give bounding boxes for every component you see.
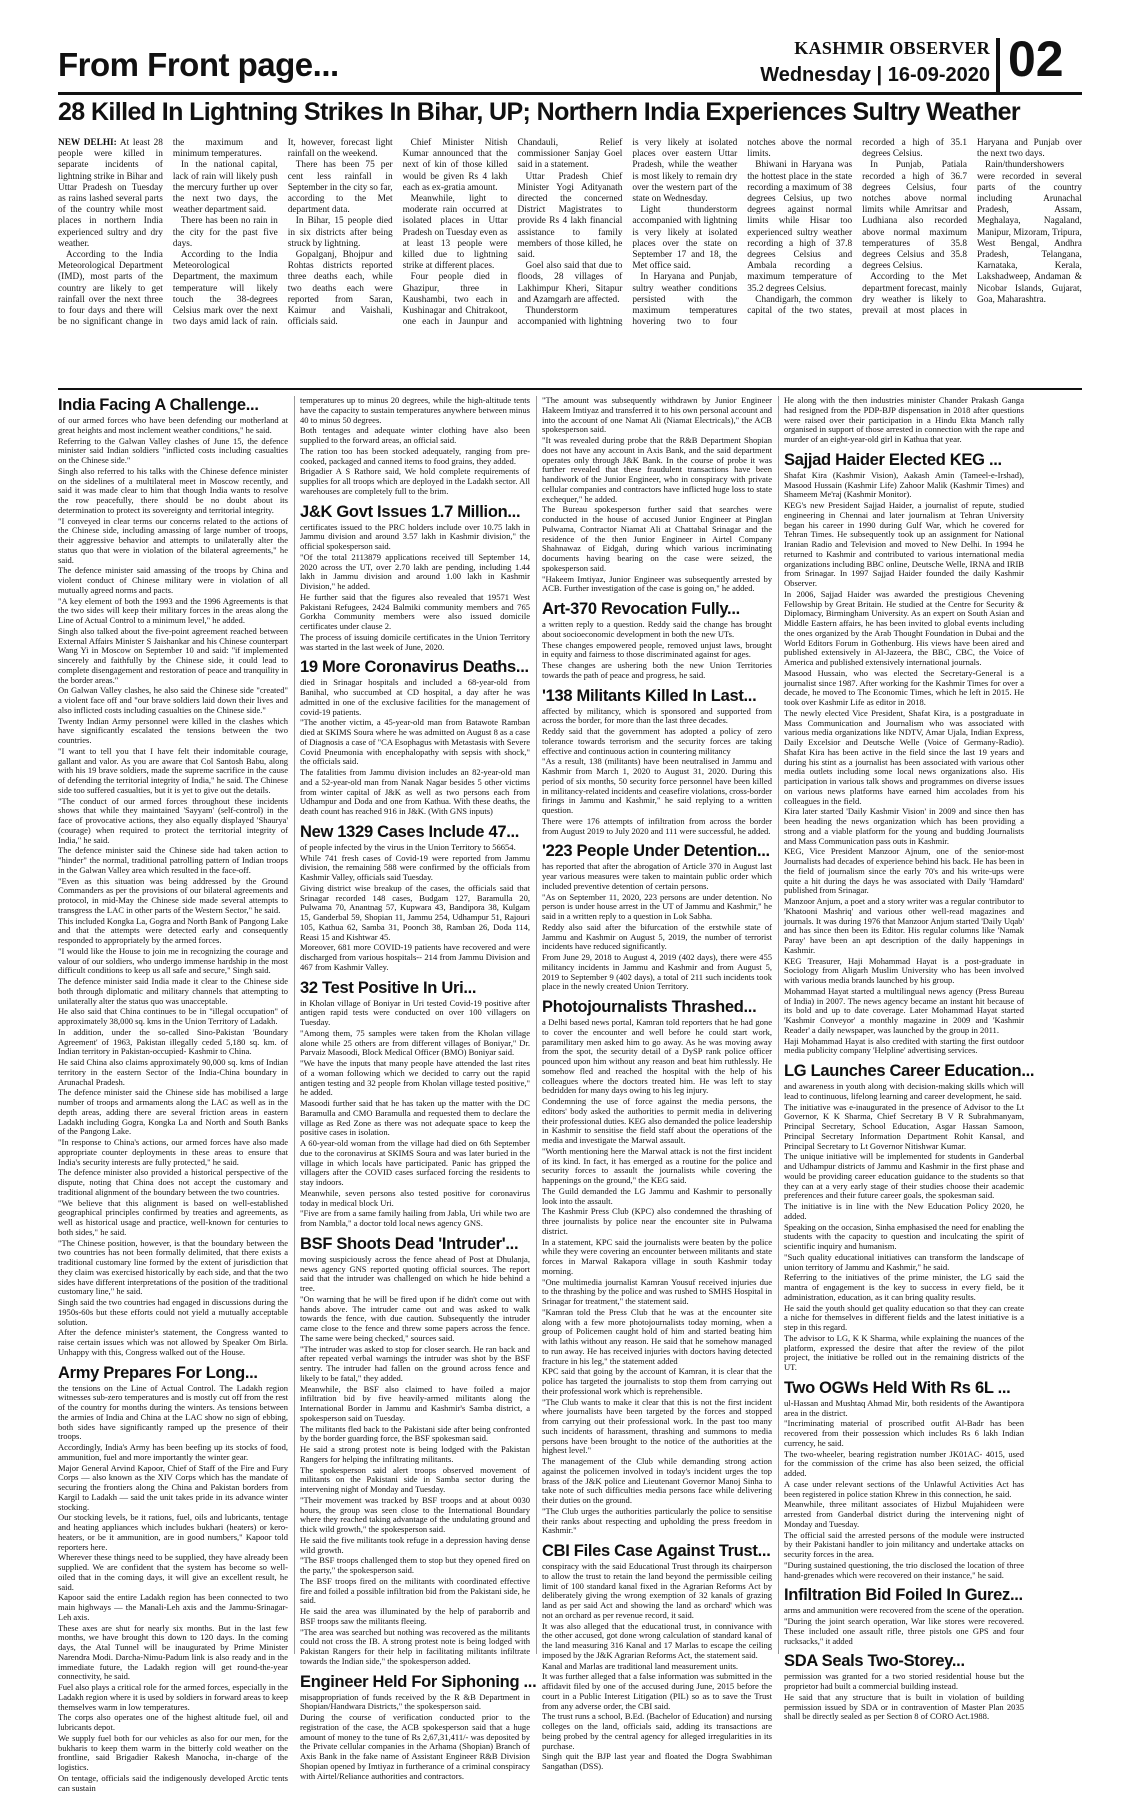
story-paragraph: "A key element of both the 1993 and the 1996 Agreements is that the two sides will keep their military forces in the areas along the Line of Actual Control to a minimum level," he added. <box>58 597 288 626</box>
story-paragraph: "Five are from a same family hailing from Jabla, Uri while two are from Nambla," a doctor told local news agency GNS. <box>300 1209 530 1229</box>
story-paragraph: Speaking on the occasion, Sinha emphasised the need for enabling the students with the capacity to question and inculcating the spirit of scientific inquiry and humanism. <box>784 1223 1024 1252</box>
story-paragraph: There were 176 attempts of infiltration from across the border from August 2019 to July 2020 and 111 were successful, he added. <box>542 817 772 837</box>
story-paragraph: In addition, under the so-called Sino-Pakistan 'Boundary Agreement' of 1963, Pakistan illegally ceded 5,180 sq. km. of Indian territory in Pakistan-occupied- Kashmir to China. <box>58 1028 288 1057</box>
story-paragraph: The advisor to LG, K K Sharma, while explaining the nuances of the platform, expressed the desire that after the review of the pilot project, the initiative be rolled out in the remaining districts of the UT. <box>784 1334 1024 1373</box>
lead-story-paragraph: There has been no rain in the city for the past five days. <box>173 216 278 250</box>
story-paragraph: Kapoor said the entire Ladakh region has been connected to two main highways — the Manali-Leh axis and the Jammu-Srinagar-Leh axis. <box>58 1593 288 1622</box>
story-paragraph: KEG's new President Sajjad Haider, a journalist of repute, studied engineering in Chennai and later journalism at Tehran University began his career in 1990 during Gulf War, which he covered for Tehran Times. He subsequently took up an assignment for National Iranian Radio and Television and moved to New Delhi. In 1994 he returned to Kashmir and contributed to various international media organizations including BBC online, Deutsche Welle, IRNA and IRIB from Srinagar. In 1997 Sajjad Haider founded the daily Kashmir Observer. <box>784 501 1024 589</box>
lead-story-paragraph: Rain/thundershowers were recorded in several parts of the country including Arunachal Pradesh, Assam, Meghalaya, Nagaland, Manipur, Mizoram, Tripura, West Bengal, Andhra Pradesh, Telangana, Karnataka, Kerala, Lakshadweep, Andaman & Nicobar Islands, Gujarat, Goa, Maharashtra. <box>977 160 1082 306</box>
continuation-column-2 <box>300 396 530 1654</box>
story-paragraph: permission was granted for a two storied residential house but the proprietor had built a commercial building instead. <box>784 1672 1024 1692</box>
story-headline: 19 More Coronavirus Deaths... <box>300 658 530 676</box>
story-paragraph: The corps also operates one of the highest altitude fuel, oil and lubricants depot. <box>58 1713 288 1733</box>
story <box>58 396 288 1358</box>
lead-story-paragraph: In Haryana and Punjab, sultry weather conditions persisted with the maximum temperatures hovering two to four notches above the normal limits. <box>632 138 852 328</box>
lead-headline: 28 Killed In Lightning Strikes In Bihar, UP; Northern India Experiences Sultry Weather <box>58 98 1088 127</box>
lead-story-paragraph: In Bihar, 15 people died in six districts after being struck by lightning. <box>288 216 393 250</box>
story-paragraph: Kanal and Marlas are traditional land measurement units. <box>542 1662 772 1672</box>
story-paragraph: Kira later started 'Daily Kashmir Vision' in 2009 and since then has been heading the news organization which has been providing a strong and a viable platform for the young and budding Journalists and Mass Communication pass outs in Kashmir. <box>784 807 1024 846</box>
story-paragraph: temperatures up to minus 20 degrees, while the high-altitude tents have the capacity to sustain temperatures anywhere between minus 40 to minus 50 degrees. <box>300 396 530 425</box>
story-paragraph: The newly elected Vice President, Shafat Kira, is a postgraduate in Mass Communication and Journalism who was associated with various media organizations like NDTV, Amar Ujala, Indian Express, Daily Excelsior and Deutsche Welle (Voice of Germany-Radio). Shafat Kira has been active in the field since the last 19 years and during his stint as a journalist has been associated with various other media outlets including some local news organizations also. His participation in various talk shows and programmes on diverse issues on various news platforms have earned him accolades from his colleagues in the field. <box>784 709 1024 807</box>
column-divider <box>778 396 779 1654</box>
story-paragraph: "Even as this situation was being addressed by the Ground Commanders as per the provisions of our bilateral agreements and protocol, in mid-May the Chinese side made several attempts to transgress the LAC in other parts of the Western Sector," he said. <box>58 877 288 916</box>
column-divider <box>536 396 537 1654</box>
story-paragraph: KEG, Vice President Manzoor Ajnum, one of the senior-most Journalists had decades of experience behind his back. He has been in the field of journalism since the early 70's and his write-ups were quite a hit during the days he was associated with Daily 'Hamdard' published from Srinagar. <box>784 847 1024 896</box>
story-paragraph: KEG Treasurer, Haji Mohammad Hayat is a post-graduate in Sociology from Aligarh Muslim University who has been involved with various media brands launched by his group. <box>784 957 1024 986</box>
story-paragraph: "The intruder was asked to stop for closer search. He ran back and after repeated verbal warnings the intruder was shot by the BSF sentry. The intruder had fallen on the ground across fence and likely to be fatal," they added. <box>300 1345 530 1384</box>
story <box>300 503 530 653</box>
lead-story-paragraph: Uttar Pradesh Chief Minister Yogi Adityanath directed the concerned District Magistrates to provide Rs 4 lakh financial assistance to family members of those killed, he said. <box>518 172 623 262</box>
story <box>784 1062 1024 1373</box>
story-headline: Two OGWs Held With Rs 6L ... <box>784 1379 1024 1397</box>
story-paragraph: died in Srinagar hospitals and included a 68-year-old from Banihal, who succumbed at CD hospital, a day after he was admitted in one of the exclusive facilities for the management of covid-19 patients. <box>300 678 530 717</box>
story-headline: CBI Files Case Against Trust... <box>542 1542 772 1560</box>
story-paragraph: "The Chinese position, however, is that the boundary between the two countries has not been formally delimited, that there exists a traditional customary line formed by the extent of jurisdiction that they claim was exercised historically by each side, and that the two sides have different interpretations of the position of the traditional customary line," he said. <box>58 1239 288 1298</box>
lead-story-paragraph: In the national capital, lack of rain will likely push the mercury further up over the next two days, the weather department said. <box>173 160 278 216</box>
story-paragraph: of our armed forces who have been defending our motherland at great heights and most inclement weather conditions," he said. <box>58 416 288 436</box>
story-paragraph: Referring to the initiatives of the prime minister, the LG said the mantra of engagement is the key to success in every field, be it administration, education, as it can bring quality results. <box>784 1273 1024 1302</box>
story-paragraph: Manzoor Anjum, a poet and a story writer was a regular contributor to 'Khatooni Mashriq' and various other well-read magazines and journals. It was during 1976 that Manzoor Anjum started 'Daily Uqab' and has since then been its Editor. His regular columns like 'Namak Paray' have been an apt description of the daily happenings in Kashmir. <box>784 897 1024 956</box>
story-paragraph: A 60-year-old woman from the village had died on 6th September due to the coronavirus at SKIMS Soura and was later buried in the village in which locals have participated. Panic has gripped the villagers after the COVID cases surfaced forcing the residents to stay indoors. <box>300 1139 530 1188</box>
story-paragraph: "Such quality educational initiatives can transform the landscape of union territory of Jammu and Kashmir," he said. <box>784 1253 1024 1273</box>
story-paragraph: "One multimedia journalist Kamran Yousuf received injuries due to the thrashing by the police and was rushed to SMHS Hospital in Srinagar for treatment," the statement said. <box>542 1278 772 1307</box>
story-headline: Infiltration Bid Foiled In Gurez... <box>784 1586 1024 1604</box>
lead-story-paragraph: According to the Met department forecast, mainly dry weather is likely to prevail at most places in Haryana and Punjab over the next two days. <box>862 138 1082 328</box>
story-paragraph: Reddy also said after the bifurcation of the erstwhile state of Jammu and Kashmir on August 5, 2019, the number of terrorist incidents have reduced significantly. <box>542 923 772 952</box>
story-headline: BSF Shoots Dead 'Intruder'... <box>300 1235 530 1253</box>
story-paragraph: "In response to China's actions, our armed forces have also made appropriate counter deployments in these areas to ensure that India's security interests are fully protected," he said. <box>58 1138 288 1167</box>
story-paragraph: "During the joint search operation, War like stores were recovered. These included one assault rifle, three pistols one GPS and four rucksacks," it added <box>784 1617 1024 1646</box>
story-paragraph: "Among them, 75 samples were taken from the Kholan village alone while 25 others are from different villages of Boniyar," Dr. Parvaiz Masoodi, Block Medical Officer (BMO) Boniyar said. <box>300 1029 530 1058</box>
story-headline: SDA Seals Two-Storey... <box>784 1652 1024 1670</box>
newspaper-brand: KASHMIR OBSERVER <box>794 38 990 59</box>
story-paragraph: ul-Hassan and Mushtaq Ahmad Mir, both residents of the Awantipora area in the district. <box>784 1399 1024 1419</box>
story-paragraph: During the course of verification conducted prior to the registration of the case, the ACB spokesperson said that a huge amount of money to the tune of Rs 2,67,31,411/- was deposited by the Private cellular companies in the Arhama (Shopian) Branch of Axis Bank in the fake name of Assistant Engineer R&B Division Shopian opened by Imtiyaz in furtherance of a criminal conspiracy with Airtel/Reliance authorities and contractors. <box>300 1713 530 1781</box>
lead-story-paragraph: Light thunderstorm accompanied with lightning is very likely at isolated places over the state on September 17 and 18, the Met office said. <box>632 205 737 272</box>
story <box>784 1379 1024 1581</box>
story-paragraph: On Galwan Valley clashes, he also said the Chinese side "created" a violent face off and "our brave soldiers laid down their lives and also inflicted costs including casualties on the Chinese side." <box>58 686 288 715</box>
story-paragraph: conspiracy with the said Educational Trust through its chairperson to allow the trust to retain the land beyond the permissible ceiling limit of 100 standard kanal fixed in the Agrarian Reforms Act by deliberately giving the wrong exemption of 32 kanals of grazing land as per said Act and showing the land as orchard' which was not an orchard as per revenue record, it said. <box>542 1562 772 1621</box>
story-paragraph: "As on September 11, 2020, 223 persons are under detention. No person is under house arrest in the UT of Jammu and Kashmir," he said in a written reply to a question in Lok Sabha. <box>542 893 772 922</box>
story-paragraph: "The area was searched but nothing was recovered as the militants could not cross the IB. A strong protest note is being lodged with Pakistan Rangers for their help in facilitating militants infiltrate towards the Indian side," the spokesperson added. <box>300 1628 530 1667</box>
story-paragraph: in Kholan village of Boniyar in Uri tested Covid-19 positive after antigen rapid tests were conducted on over 100 villagers on Tuesday. <box>300 999 530 1028</box>
story <box>784 396 1024 445</box>
story <box>542 396 772 594</box>
column-divider <box>294 396 295 1654</box>
story-paragraph: These axes are shut for nearly six months. But in the last few months, we have brought this down to 120 days. In the coming days, the Atal Tunnel will be inaugurated by Prime Minister Narendra Modi. Darcha-Nimu-Padum link is also ready and in the immediate future, the Ladakh region will get round-the-year connectivity, he said. <box>58 1624 288 1683</box>
story-paragraph: It was further alleged that a false information was submitted in the affidavit filed by one of the accused during June, 2015 before the court in a Public Interest Litigation (PIL) so as to save the Trust from any adverse order, the CBI said. <box>542 1672 772 1711</box>
story-paragraph: He also said that China continues to be in "illegal occupation" of approximately 38,000 sq. kms in the Union Territory of Ladakh. <box>58 1007 288 1027</box>
story-paragraph: "The BSF troops challenged them to stop but they opened fired on the party," the spokesperson said. <box>300 1556 530 1576</box>
story-paragraph: The trust runs a school, B.Ed. (Bachelor of Education) and nursing colleges on the land, officials said, adding its transactions are being probed by the central agency for alleged irregularities in its purchase. <box>542 1712 772 1751</box>
story-paragraph: Giving district wise breakup of the cases, the officials said that Srinagar recorded 148 cases, Budgam 127, Baramulla 20, Pulwama 70, Anantnag 57, Kupwara 43, Bandipora 38, Kulgam 15, Ganderbal 59, Shopian 11, Jammu 254, Udhampur 51, Rajouri 105, Kathua 62, Samba 31, Poonch 38, Ramban 26, Doda 114, Reasi 15 and Kishtwar 45. <box>300 884 530 943</box>
story <box>300 1673 530 1782</box>
story-paragraph: has reported that after the abrogation of Article 370 in August last year various measures were taken to maintain public order which included preventive detention of certain persons. <box>542 862 772 891</box>
story-paragraph: moving suspiciously across the fence ahead of Post at Dhulanja, news agency GNS reported quoting official sources. The report said that the intruder was challenged on which he hide behind a tree. <box>300 1255 530 1294</box>
masthead-divider <box>996 38 1000 92</box>
story-paragraph: affected by militancy, which is sponsored and supported from across the border, for more than the last three decades. <box>542 707 772 727</box>
story-paragraph: "Kamran told the Press Club that he was at the encounter site along with a few more photojournalists today morning, when a group of Policemen caught hold of him and started beating him with lathis without any reason. He said that he somehow managed to run away. He has received injuries with doctors having detected fracture in his leg," the statement added <box>542 1308 772 1367</box>
story-paragraph: Singh also talked about the five-point agreement reached between External Affairs Minister S Jaishankar and his Chinese counterpart Wang Yi in Moscow on September 10 and said: "if implemented sincerely and faithfully by the Chinese side, it could lead to complete disengagement and restoration of peace and tranquility in the border areas." <box>58 627 288 686</box>
story-paragraph: The official said the arrested persons of the module were instructed by their Pakistani handler to join militancy and undertake attacks on security forces in the area. <box>784 1531 1024 1560</box>
masthead-rule <box>58 92 1082 95</box>
lead-story-paragraph: According to the India Meteorological Department, the maximum temperature will likely touch the 38-degrees Celsius mark over the next two days amid lack of rain. It, however, forecast light rainfall on the weekend. <box>173 138 393 328</box>
story-paragraph: Meanwhile, three militant associates of Hizbul Mujahideen were arrested from Ganderbal district during the intervening night of Monday and Tuesday. <box>784 1500 1024 1529</box>
story-paragraph: "On warning that he will be fired upon if he didn't come out with hands above. The intruder came out and was asked to walk towards the fence, with due caution. Subsequently the intruder came close to the fence and threw some papers across the fence. The same were being checked," sources said. <box>300 1295 530 1344</box>
story-paragraph: He further said that the figures also revealed that 19571 West Pakistani Refugees, 2424 Balmiki community members and 765 Gorkha Community members were also issued domicile certificates under clause 2. <box>300 593 530 632</box>
story-headline: New 1329 Cases Include 47... <box>300 823 530 841</box>
story-paragraph: The initiative was e-inaugurated in the presence of Advisor to the Lt Governor, K K Sharma, Chief Secretary B V R Subrahmanyam, Principal Secretary, School Education, Asgar Hassan Samoon, Principal Secretary Information Department Rohit Kansal, and Principal Secretary to Lt Governor Nitishwar Kumar. <box>784 1103 1024 1152</box>
story-paragraph: The ration too has been stocked adequately, ranging from pre-cooked, packaged and canned items to food grains, they added. <box>300 447 530 467</box>
story <box>784 1586 1024 1646</box>
lead-story-paragraph: Meanwhile, light to moderate rain occurred at isolated places in Uttar Pradesh on Tuesday even as at least 13 people were killed due to lightning strike at different places. <box>403 194 508 272</box>
story-paragraph: "The another victim, a 45-year-old man from Batawote Ramban died at SKIMS Soura where he was admitted on August 8 as a case of Diagnosis a case of "CA Esophagus with Metastasis with Severe Covid Pneumonia with encephalopathy with sepsis with shock," the officials said. <box>300 718 530 767</box>
lead-story-paragraph: There has been 75 per cent less rainfall in September in the city so far, according to the Met department data. <box>288 160 393 216</box>
story-paragraph: Our stocking levels, be it rations, fuel, oils and lubricants, tentage and heating appliances which includes bukhari (heaters) or kero-heaters, or be it ammunition, are in good numbers," Kapoor told reporters here. <box>58 1513 288 1552</box>
story-paragraph: The militants fled back to the Pakistani side after being confronted by the border guarding force, the BSF spokesman said. <box>300 1425 530 1445</box>
lead-story-paragraph: Chief Minister Nitish Kumar announced that the next of kin of those killed would be given Rs 4 lakh each as ex-gratia amount. <box>403 138 508 194</box>
continuation-column-3 <box>542 396 772 1654</box>
story-paragraph: He said the youth should get quality education so that they can create a niche for themselves in different fields and the latest initiative is a step in this regard. <box>784 1304 1024 1333</box>
story-paragraph: The defence minister also provided a historical perspective of the dispute, noting that China does not accept the customary and traditional alignment of the boundary between the two countries. <box>58 1168 288 1197</box>
story-paragraph: The Bureau spokesperson further said that searches were conducted in the house of accused Junior Engineer at Pinglan Pulwama, Contractor Niamat Ali at Chattabal Srinagar and the residence of the then Junior Engineer in Airtel Company Shahnawaz of Eidgah, during which various incriminating documents having bearing on the case were seized, the spokesperson said. <box>542 505 772 573</box>
story-paragraph: Singh said the two countries had engaged in discussions during the 1950s-60s but these efforts could not yield a mutually acceptable solution. <box>58 1298 288 1327</box>
story-paragraph: "It was revealed during probe that the R&B Department Shopian does not have any account in Axis Bank, and the said department operates only through J&K Bank. In the course of probe it was further revealed that these fraudulent transactions have been handiwork of the Junior Engineer, who in conspiracy with private cellular companies and contractors have inflicted huge loss to state exchequer," he added. <box>542 436 772 504</box>
story-paragraph: "The conduct of our armed forces throughout these incidents shows that while they maintained 'Sayyam' (self-control) in the face of provocative actions, they also equally displayed 'Shaurya' (courage) when required to protect the territorial integrity of India," he said. <box>58 797 288 846</box>
story-headline: Engineer Held For Siphoning ... <box>300 1673 530 1691</box>
story-headline: India Facing A Challenge... <box>58 396 288 414</box>
story-paragraph: He said that any structure that is built in violation of building permission issued by SDA or in contravention of Master Plan 2035 shall be directly sealed as per Section 8 of CORO Act.1988. <box>784 1693 1024 1722</box>
story-paragraph: The Kashmir Press Club (KPC) also condemned the thrashing of three journalists by police near the encounter site in Pulwama district. <box>542 1207 772 1236</box>
story-paragraph: He said the area was illuminated by the help of paraborrib and BSF troops saw the militants fleeing. <box>300 1607 530 1627</box>
story <box>542 842 772 992</box>
lead-story-paragraph <box>58 138 163 250</box>
lead-story-paragraph: Thunderstorm accompanied with lightning is very likely at isolated places over eastern Uttar Pradesh, while the weather is most likely to remain dry over the western part of the state on Wednesday. <box>518 138 738 328</box>
page-number: 02 <box>1008 30 1064 88</box>
story-paragraph: Masoodi further said that he has taken up the matter with the DC Baramulla and CMO Baramulla and requested them to declare the village as Red Zone as there was not adequate space to keep the positive cases in isolation. <box>300 1099 530 1138</box>
story <box>300 823 530 973</box>
story-paragraph: Referring to the Galwan Valley clashes of June 15, the defence minister said Indian soldiers "inflicted costs including casualties on the Chinese side." <box>58 437 288 466</box>
story-paragraph: Meanwhile, seven persons also tested positive for coronavirus today in medical block Uri. <box>300 1189 530 1209</box>
lead-story-paragraph: Goel also said that due to floods, 28 villages of Lakhimpur Kheri, Sitapur and Azamgarh are affected. <box>518 261 623 306</box>
story-paragraph: The initiative is in line with the New Education Policy 2020, he added. <box>784 1202 1024 1222</box>
story-headline: J&K Govt Issues 1.7 Million... <box>300 503 530 521</box>
story <box>542 998 772 1536</box>
story <box>542 1542 772 1772</box>
story-paragraph: The spokesperson said alert troops observed movement of militants on the Pakistani side in Samba sector during the intervening night of Monday and Tuesday. <box>300 1466 530 1495</box>
story-paragraph: Singh quit the BJP last year and floated the Dogra Swabhiman Sangathan (DSS). <box>542 1752 772 1772</box>
story-paragraph: KPC said that going by the account of Kamran, it is clear that the police has targeted the journalists to stop them from carrying out their professional work which is reprehensible. <box>542 1367 772 1396</box>
story-paragraph: Both tentages and adequate winter clothing have also been supplied to the forward areas, an official said. <box>300 426 530 446</box>
story-paragraph: The fatalities from Jammu division includes an 82-year-old man and a 52-year-old man from Nanak Nagar besides 5 other victims from winter capital of J&K as well as two persons each from Udhampur and Doda and one from Kathua. With these deaths, the death count has reached 916 in J&K. (With GNS inputs) <box>300 768 530 817</box>
story <box>58 1364 288 1793</box>
story-paragraph: Twenty Indian Army personnel were killed in the clashes which have significantly escalated the tensions between the two countries. <box>58 717 288 746</box>
dateline: NEW DELHI: <box>58 138 117 148</box>
story-headline: '223 People Under Detention... <box>542 842 772 860</box>
story-paragraph: Fuel also plays a critical role for the armed forces, especially in the Ladakh region where it is used by soldiers in forward areas to keep themselves warm in low temperatures. <box>58 1683 288 1712</box>
story <box>300 396 530 497</box>
story-paragraph: The two-wheeler, bearing registration number JK01AC- 4015, used for the commission of the crime has also been seized, the official added. <box>784 1450 1024 1479</box>
story-paragraph: Singh also referred to his talks with the Chinese defence minister on the sidelines of a multilateral meet in Moscow recently, and said it was made clear to him that though India wants to resolve the row peacefully, there should be no doubt about its determination to protect its sovereignty and territorial integrity. <box>58 467 288 516</box>
story-paragraph: "The Club wants to make it clear that this is not the first incident where journalists have been targeted by the forces and stopped from carrying out their professional work. In the past too many such incidents of harassment, thrashing and summons to media persons have been brought to the notice of the authorities at the highest level." <box>542 1398 772 1457</box>
story-headline: Photojournalists Thrashed... <box>542 998 772 1016</box>
lead-story-paragraph: Bhiwani in Haryana was the hottest place in the state recording a maximum of 38 degrees Celsius, up two degrees against normal limits while Hisar too experienced sultry weather recording a high of 37.8 degrees Celsius and Ambala recording a maximum temperature of 35.2 degrees Celsius. <box>747 160 852 294</box>
story-paragraph: "I would like the House to join me in recognizing the courage and valour of our soldiers, who undergo immense hardship in the most difficult conditions to keep us all safe and secure," Singh said. <box>58 947 288 976</box>
story-paragraph: On tentage, officials said the indigenously developed Arctic tents can sustain <box>58 1774 288 1793</box>
story-paragraph: of people infected by the virus in the Union Territory to 56654. <box>300 843 530 853</box>
section-rule <box>58 388 1082 390</box>
story-paragraph: Masood Hussain, who was elected the Secretary-General is a journalist since 1987. After working for the Kashmir Times for over a decade, he moved to The Economic Times, which he left in 2015. He took over Kashmir Life as editor in 2018. <box>784 669 1024 708</box>
story-paragraph: Major General Arvind Kapoor, Chief of Staff of the Fire and Fury Corps — also known as the XIV Corps which has the mandate of securing the frontiers along the China and Pakistan borders from Kargil to Ladakh — said the unit takes pride in its advance winter stocking. <box>58 1464 288 1513</box>
story-paragraph: "The Club urges the authorities particularly the police to sensitise their ranks about respecting and upholding the press freedom in Kashmir." <box>542 1507 772 1536</box>
story-headline: Art-370 Revocation Fully... <box>542 600 772 618</box>
story-paragraph: The Guild demanded the LG Jammu and Kashmir to personally look into the assault. <box>542 1187 772 1207</box>
story-paragraph: Accordingly, India's Army has been beefing up its stocks of food, ammunition, fuel and more importantly the winter gear. <box>58 1443 288 1463</box>
story-paragraph: In a statement, KPC said the journalists were beaten by the police while they were covering an encounter between militants and state forces in Marwal Rakapora village in south Kashmir today morning. <box>542 1238 772 1277</box>
story-paragraph: The defence minister said amassing of the troops by China and violent conduct of Chinese military were in violation of all mutually agreed norms and pacts. <box>58 566 288 595</box>
story-paragraph: These changes are ushering both the new Union Territories towards the path of peace and progress, he said. <box>542 661 772 681</box>
story-paragraph: He said a strong protest note is being lodged with the Pakistan Rangers for helping the infiltrating militants. <box>300 1445 530 1465</box>
story-paragraph: The process of issuing domicile certificates in the Union Territory was started in the last week of June, 2020. <box>300 633 530 653</box>
story-paragraph: "We believe that this alignment is based on well-established geographical principles confirmed by treaties and agreements, as well as historical usage and practice, well-known for centuries to both sides," he said. <box>58 1199 288 1238</box>
story-paragraph: "As a result, 138 (militants) have been neutralised in Jammu and Kashmir from March 1, 2020 to August 31, 2020. During this period of six months, 50 security force personnel have been killed in militancy-related incidents and ceasefire violations, cross-border firings in Jammu and Kashmir," he said replying to a written question. <box>542 757 772 816</box>
story-paragraph: "I want to tell you that I have felt their indomitable courage, gallant and valor. As you are aware that Col Santosh Babu, along with his 19 brave soldiers, made the supreme sacrifice in the cause of defending the territorial integrity of India," he said. The Chinese side too suffered casualties, but it is yet to give out the details. <box>58 747 288 796</box>
story-paragraph: Moreover, 681 more COVID-19 patients have recovered and were discharged from various hospitals-- 214 from Jammu Division and 467 from Kashmir Valley. <box>300 943 530 972</box>
story <box>784 451 1024 1056</box>
story-paragraph: In 2006, Sajjad Haider was awarded the prestigious Chevening Fellowship by Great Britain. He studied at the Centre for Security & Diplomacy, Birmingham University. As an expert on South Asian and Middle Eastern affairs, he has been invited to global events including the ones organized by the Arab Thought Foundation in Dubai and the World Editors Forum in Gothenburg. His views have been aired and published extensively in Al-Jazeera, the BBC, CBC, the Voice of America and published extensively international journals. <box>784 590 1024 668</box>
story-paragraph: A case under relevant sections of the Unlawful Activities Act has been registered in police station Khrew in this connection, he said. <box>784 1480 1024 1500</box>
story-paragraph: "Worth mentioning here the Marwal attack is not the first incident of its kind. In fact, it has emerged as a routine for the police and security forces to assault the journalists while covering the happenings on the ground," the KEG said. <box>542 1147 772 1186</box>
story-paragraph: Wherever these things need to be supplied, they have already been supplied. We are confident that the system has become so well-oiled that in the coming days, it will give an excellent result, he said. <box>58 1553 288 1592</box>
story-headline: LG Launches Career Education... <box>784 1062 1024 1080</box>
story-paragraph: Meanwhile, the BSF also claimed to have foiled a major infiltration bid by five heavily-armed militants along the International Border in Jammu and Kashmir's Samba district, a spokesperson said on Tuesday. <box>300 1385 530 1424</box>
lead-story-paragraph: Gopalganj, Bhojpur and Rohtas districts reported three deaths each, while two deaths each were reported from Saran, Kaimur and Vaishali, officials said. <box>288 250 393 328</box>
story-paragraph: These changes empowered people, removed unjust laws, brought in equity and fairness to those discriminated against for ages. <box>542 641 772 661</box>
story-paragraph: "Their movement was tracked by BSF troops and at about 0030 hours, the group was seen close to the International Boundary where they reached taking advantage of the undulating ground and thick wild growth," the spokesperson said. <box>300 1496 530 1535</box>
issue-date: Wednesday | 16-09-2020 <box>760 64 990 87</box>
story-paragraph: "I conveyed in clear terms our concerns related to the actions of the Chinese side, including amassing of large number of troops, their aggressive behavior and attempts to unilaterally alter the status quo that were in violation of the bilateral agreements," he said. <box>58 517 288 566</box>
lead-story-body <box>58 138 1082 383</box>
story-paragraph: a written reply to a question. Reddy said the change has brought about socioeconomic development in both the new UTs. <box>542 620 772 640</box>
story-paragraph: He said China also claims approximately 90,000 sq. kms of Indian territory in the eastern Sector of the India-China boundary in Arunachal Pradesh. <box>58 1058 288 1087</box>
lead-story-paragraph: In Punjab, Patiala recorded a high of 36.7 degrees Celsius, four notches above normal limits while Amritsar and Ludhiana also recorded above normal maximum temperatures of 35.8 degrees Celsius and 35.8 degrees Celsius. <box>862 160 967 272</box>
story <box>542 687 772 837</box>
story <box>300 979 530 1229</box>
story-headline: Army Prepares For Long... <box>58 1364 288 1382</box>
story-paragraph: Reddy said that the government has adopted a policy of zero tolerance towards terrorism and the security forces are taking effective and continuous action in countering militancy <box>542 727 772 756</box>
continuation-column-4 <box>784 396 1024 1654</box>
story-paragraph: a Delhi based news portal, Kamran told reporters that he had gone to cover the encounter and well before he could start work, paramilitary men asked him to go away. As he was moving away from the spot, the security detail of a DySP rank police officer pounced upon him without any reason and beat him ruthlessly. He somehow fled and reached the hospital with the help of his colleagues where the doctors treated him. He was left to stay bedridden for many days owing to his leg injury. <box>542 1018 772 1096</box>
story-paragraph: certificates issued to the PRC holders include over 10.75 lakh in Jammu division and around 3.57 lakh in Kashmir division," the official spokesperson said. <box>300 523 530 552</box>
story-paragraph: "The amount was subsequently withdrawn by Junior Engineer Hakeem Imtiyaz and transferred it to his own personal account and into the account of one Namat Ali (Niamat Electricals)," the ACB spokesperson said. <box>542 396 772 435</box>
story-paragraph: "During sustained questioning, the trio disclosed the location of three hand-grenades which were recovered on their instance," he said. <box>784 1561 1024 1581</box>
story-paragraph: After the defence minister's statement, the Congress wanted to raise certain issues which was not allowed by Speaker Om Birla. Unhappy with this, Congress walked out of the House. <box>58 1328 288 1357</box>
story-paragraph: He along with the then industries minister Chander Prakash Ganga had resigned from the PDP-BJP dispensation in 2018 after questions were raised over their participation in a Hindu Ekta Manch rally organised in support of those arrested in connection with the rape and murder of an eight-year-old girl in Kathua that year. <box>784 396 1024 445</box>
continuation-column-1 <box>58 396 288 1654</box>
lead-story-paragraph: Chandigarh, the common capital of the two states, recorded a high of 35.1 degrees Celsius. <box>747 138 967 328</box>
story-paragraph: He said the five militants took refuge in a depression having dense wild growth. <box>300 1536 530 1556</box>
lead-story-paragraph: Four people died in Ghazipur, three in Kaushambi, two each in Kushinagar and Chitrakoot, one each in Jaunpur and Chandauli, Relief commissioner Sanjay Goel said in a statement. <box>403 138 623 328</box>
story <box>784 1652 1024 1722</box>
story-paragraph: "Of the total 2113879 applications received till September 14, 2020 across the UT, over 2.70 lakh are pending, including 1.44 lakh in Jammu division and around 1.00 lakh in Kashmir Division," he added. <box>300 553 530 592</box>
story-headline: 32 Test Positive In Uri... <box>300 979 530 997</box>
story-paragraph: From June 29, 2018 to August 4, 2019 (402 days), there were 455 militancy incidents in Jammu and Kashmir and from August 5, 2019 to September 9 (402 days), a total of 211 such incidents took place in the newly created Union Territory. <box>542 953 772 992</box>
story-paragraph: "Incriminating material of proscribed outfit Al-Badr has been recovered from their possession which includes Rs 6 lakh Indian currency, he said. <box>784 1419 1024 1448</box>
story-paragraph: Condemning the use of force against the media persons, the editors' body asked the authorities to permit media in delivering their professional duties. KEG also demanded the police leadership in Kashmir to sensitise the field staff about the operations of the media and investigate the Marwal assault. <box>542 1097 772 1146</box>
story-paragraph: "Hakeem Imtiyaz, Junior Engineer was subsequently arrested by ACB. Further investigation of the case is going on," he added. <box>542 575 772 595</box>
story-paragraph: The defence minister said the Chinese side has mobilised a large number of troops and armaments along the LAC as well as in the depth areas, adding there are several friction areas in eastern Ladakh including Gogra, Kongka La and North and South Banks of the Pangong Lake. <box>58 1088 288 1137</box>
story-paragraph: Mohammad Hayat started a multilingual news agency (Press Bureau of India) in 2007. The news agency became an instant hit because of its bold and up to date coverage. Later Mohammad Hayat started 'Kashmir Conveyor' a monthly magazine in 2009 and 'Kashmir Reader' a daily newspaper, was launched by the group in 2011. <box>784 987 1024 1036</box>
story-paragraph: arms and ammunition were recovered from the scene of the operation. <box>784 1606 1024 1616</box>
story-paragraph: misappropriation of funds received by the R &B Department in Shopian/Handwara Districts," the spokesperson said. <box>300 1693 530 1713</box>
story-paragraph: It was also alleged that the educational trust, in connivance with the other accused, got done wrong calculation of standard kanal of the land measuring 316 Kanal and 17 Marlas to escape the ceiling imposed by the J&K Agrarian Reforms Act, the statement said. <box>542 1622 772 1661</box>
story-paragraph: Brigadier A S Rathore said, We hold complete requirements of supplies for all troops which are deployed in the Ladakh sector. All warehouses are completely full to the brim. <box>300 467 530 496</box>
section-title: From Front page... <box>58 46 339 84</box>
story-paragraph: The BSF troops fired on the militants with coordinated effective fire and foiled a possible infiltration bid from the Pakistani side, he said. <box>300 1577 530 1606</box>
story <box>300 1235 530 1667</box>
story-paragraph: Haji Mohammad Hayat is also credited with starting the first outdoor media publicity company 'Helpline' advertising services. <box>784 1037 1024 1057</box>
story-paragraph: This included Kongka La, Gogra and North Bank of Pangong Lake and that the attempts were detected early and consequently responded to appropriately by the armed forces. <box>58 917 288 946</box>
story-paragraph: The defence minister said the Chinese side had taken action to "hinder" the normal, traditional patrolling pattern of Indian troops in the Galwan Valley area which resulted in the face-off. <box>58 846 288 875</box>
story <box>542 600 772 681</box>
story-headline: Sajjad Haider Elected KEG ... <box>784 451 1024 469</box>
story-paragraph: Shafat Kira (Kashmir Vision), Aakash Amin (Tameel-e-Irshad), Masood Hussain (Kashmir Life) Zahoor Malik (Kashmir Times) and Shameem Me'raj (Kashmir Monitor). <box>784 471 1024 500</box>
story-paragraph: and awareness in youth along with decision-making skills which will lead to continuous, lifelong learning and career development, he said. <box>784 1082 1024 1102</box>
story-paragraph: the tensions on the Line of Actual Control. The Ladakh region witnesses sub-zero temperatures and is mostly cut off from the rest of the country for months during the winters. As tensions between the armies of India and China at the LAC show no sign of ebbing, both sides have significantly ramped up the presence of their troops. <box>58 1384 288 1443</box>
paragraph-text: At least 28 people were killed in separate incidents of lightning strike in Bihar and Uttar Pradesh on Tuesday as rains lashed several parts of the country while most places in northern India experienced sultry and dry weather. <box>58 138 163 249</box>
story-paragraph: The unique initiative will be implemented for students in Ganderbal and Udhampur districts of Jammu and Kashmir in the first phase and would be providing career education guidance to the students so that they can at a very early stage of their studies choose their academic preferences and their future career goals, the spokesman said. <box>784 1152 1024 1201</box>
story-paragraph: We supply fuel both for our vehicles as also for our men, for the bukharis to keep them warm in the bitterly cold weather on the frontline, said Brigadier Rakesh Manocha, in-charge of the logistics. <box>58 1734 288 1773</box>
story <box>300 658 530 817</box>
story-headline: '138 Militants Killed In Last... <box>542 687 772 705</box>
story-paragraph: "We have the inputs that many people have attended the last rites of a woman following which we decided to carry out the rapid antigen testing and 32 people from Kholan village tested positive," he added. <box>300 1059 530 1098</box>
story-paragraph: The management of the Club while demanding strong action against the policemen involved in today's incident urges the top brass of the J&K police and Lieutenant Governor Manoj Sinha to take note of such difficulties media persons face while delivering their duties on the ground. <box>542 1457 772 1506</box>
lead-story-paragraph: According to the India Meteorological Department (IMD), most parts of the country are likely to get rainfall over the next three to four days and there will be no significant change in the maximum and minimum temperatures. <box>58 138 278 328</box>
story-paragraph: While 741 fresh cases of Covid-19 were reported from Jammu division, the remaining 588 were confirmed by the officials from Kashmir Valley, officials said Tuesday. <box>300 854 530 883</box>
story-paragraph: The defence minister said India made it clear to the Chinese side both through diplomatic and military channels that attempting to unilaterally alter the status quo was unacceptable. <box>58 977 288 1006</box>
